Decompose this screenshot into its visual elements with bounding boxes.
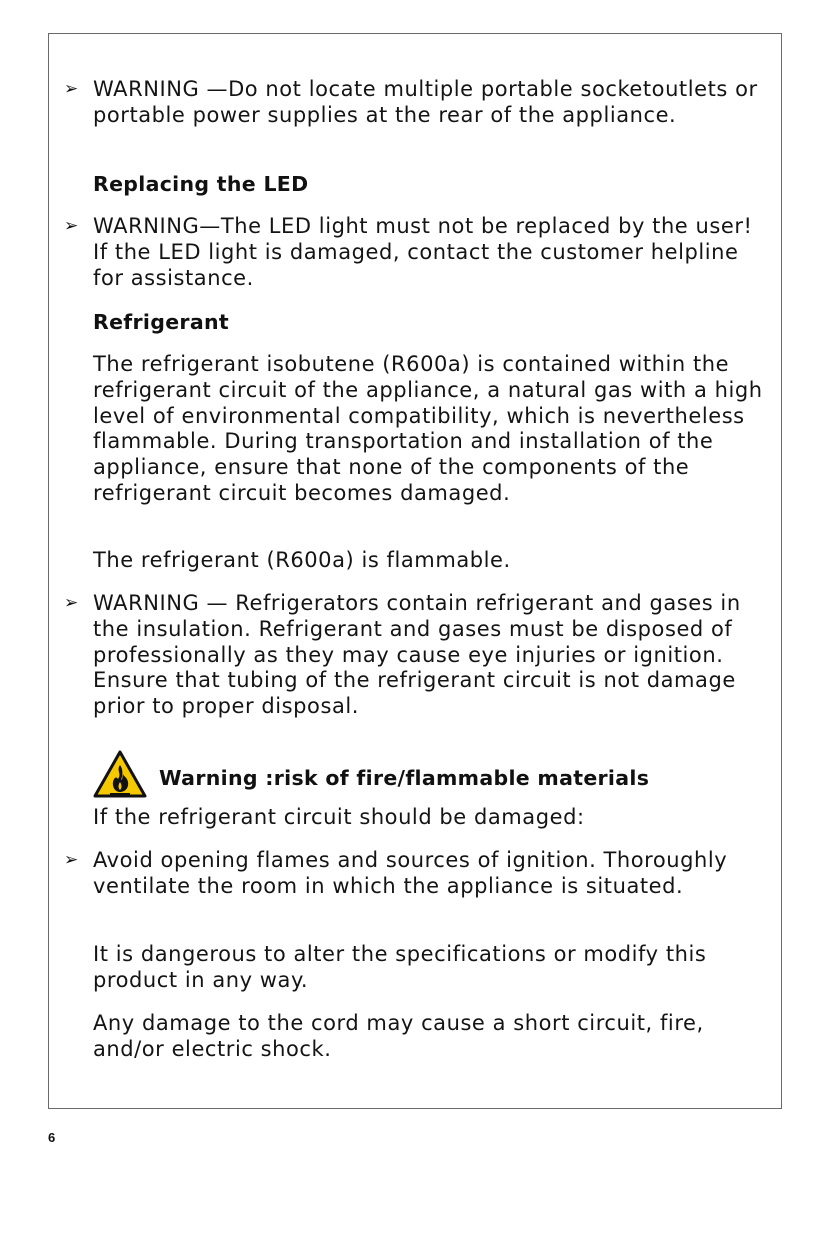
paragraph-dangerous-modify: It is dangerous to alter the specifications or modify this product in any way. xyxy=(93,942,707,992)
warning-disposal-text: WARNING — Refrigerators contain refrigerant and gases in the insulation. Refrigerant and gases must be disposed of professionally as they may cause eye injuries or ignition. Ensure that tubing of the refrigerant circuit is not damage prior to proper disposal. xyxy=(93,591,741,719)
paragraph-isobutene: The refrigerant isobutene (R600a) is contained within the refrigerant circuit of the appliance, a natural gas with a high level of environmental compatibility, which is nevertheless flammable. During transportation and installation of the appliance, ensure that none of the components of the refrigerant circuit becomes damaged. xyxy=(93,352,763,505)
warning-led-text: WARNING—The LED light must not be replaced by the user! If the LED light is damaged, contact the customer helpline for assistance. xyxy=(93,214,753,290)
fire-warning-label: Warning :risk of fire/flammable materials xyxy=(159,766,650,790)
bullet-ventilate-text: Avoid opening flames and sources of ignition. Thoroughly ventilate the room in which the appliance is situated. xyxy=(93,848,728,898)
bullet-arrow: ➢ xyxy=(64,79,79,99)
bullet-arrow: ➢ xyxy=(64,850,79,870)
bullet-arrow: ➢ xyxy=(64,593,79,613)
fire-warning-row xyxy=(93,750,733,798)
bullet-arrow: ➢ xyxy=(64,216,79,236)
heading-replacing-led: Replacing the LED xyxy=(93,172,309,196)
paragraph-if-damaged: If the refrigerant circuit should be damaged: xyxy=(93,805,585,829)
heading-refrigerant: Refrigerant xyxy=(93,310,229,334)
page-number: 6 xyxy=(48,1130,56,1145)
paragraph-refrigerant-flammable: The refrigerant (R600a) is flammable. xyxy=(93,548,511,572)
flammable-warning-icon xyxy=(93,750,147,798)
warning-sockets-text: WARNING —Do not locate multiple portable socketoutlets or portable power supplies at the rear of the appliance. xyxy=(93,77,758,127)
paragraph-cord-damage: Any damage to the cord may cause a short circuit, fire, and/or electric shock. xyxy=(93,1011,704,1061)
